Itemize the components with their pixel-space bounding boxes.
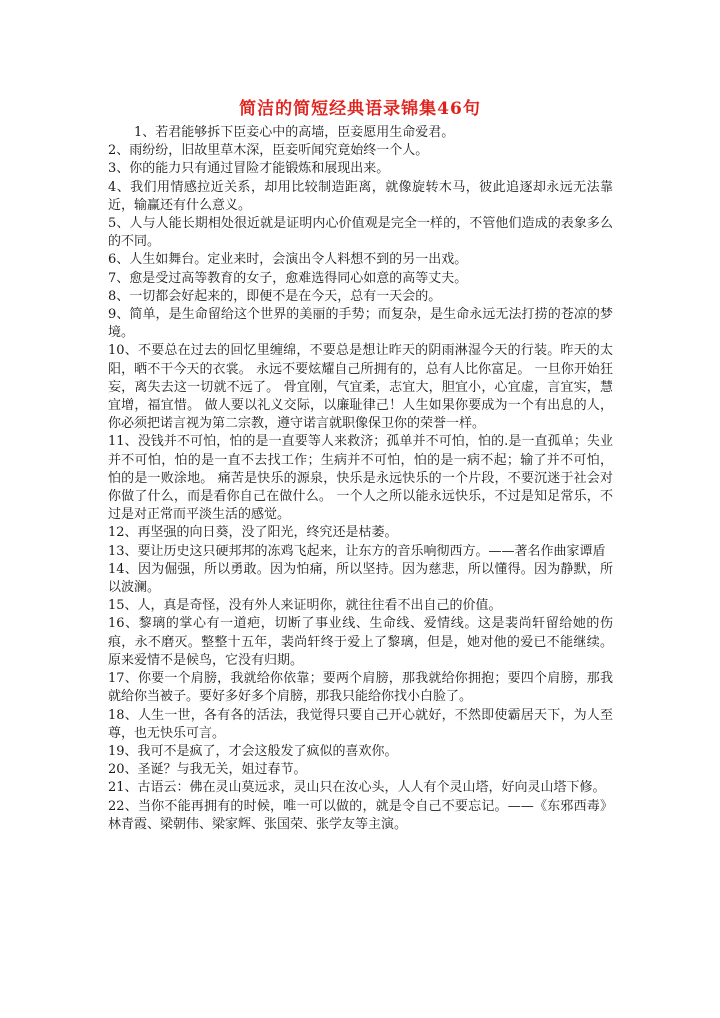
quote-paragraph: 20、圣诞？与我无关，姐过春节。	[108, 762, 307, 778]
quote-paragraph: 8、一切都会好起来的，即便不是在今天，总有一天会的。	[108, 288, 442, 304]
quote-paragraph: 13、要让历史这只硬邦邦的冻鸡飞起来，让东方的音乐响彻西方。——著名作曲家谭盾	[108, 543, 606, 559]
quote-paragraph: 19、我可不是疯了，才会这般发了疯似的喜欢你。	[108, 743, 398, 759]
quote-paragraph: 22、当你不能再拥有的时候，唯一可以做的，就是令自己不要忘记。——《东邪西毒》林青霞、梁朝伟、梁家辉、张国荣、张学友等主演。	[108, 798, 613, 832]
document-title: 简洁的简短经典语录锦集46句	[239, 99, 481, 119]
quote-paragraph: 4、我们用情感拉近关系，却用比较制造距离，就像旋转木马，彼此追逐却永远无法靠近，输赢还有什么意义。	[108, 179, 613, 213]
quote-paragraph: 15、人，真是奇怪，没有外人来证明你，就往往看不出自己的价值。	[108, 598, 502, 614]
quote-paragraph: 9、简单，是生命留给这个世界的美丽的手势；而复杂，是生命永远无法打捞的苍凉的梦境。	[108, 307, 613, 341]
quote-paragraph: 18、人生一世，各有各的活法，我觉得只要自己开心就好，不然即使霸居天下，为人至尊，也无快乐可言。	[108, 707, 613, 741]
quote-paragraph: 3、你的能力只有通过冒险才能锻炼和展现出来。	[108, 161, 390, 177]
quote-paragraph: 5、人与人能长期相处很近就是证明内心价值观是完全一样的，不管他们造成的表象多么的不同。	[108, 216, 613, 250]
document-body	[108, 124, 613, 834]
quote-paragraph: 7、愈是受过高等教育的女子，愈难选得同心如意的高等丈夫。	[108, 270, 468, 286]
quote-paragraph: 10、不要总在过去的回忆里缠绵，不要总是想让昨天的阴雨淋湿今天的行装。昨天的太阳，晒不干今天的衣裳。 永远不要炫耀自己所拥有的，总有人比你富足。 一旦你开始狂妄，离失去这一切就不远了。 骨宜刚，气宜柔，志宜大，胆宜小，心宜虚，言宜实，慧宜增，福宜惜。 做人要以礼义交际，以廉耻律己！人生如果你要成为一个有出息的人，你必须把诺言视为第二宗教，遵守诺言就职像保卫你的荣誉一样。	[108, 343, 613, 432]
quote-paragraph: 12、再坚强的向日葵，没了阳光，终究还是枯萎。	[108, 525, 398, 541]
quote-paragraph: 14、因为倔强，所以勇敢。因为怕痛，所以坚持。因为慈悲，所以懂得。因为静默，所以波澜。	[108, 561, 613, 596]
quote-paragraph: 16、黎璃的掌心有一道疤，切断了事业线、生命线、爱情线。这是裴尚轩留给她的伤痕，永不磨灭。整整十五年，裴尚轩终于爱上了黎璃，但是，她对他的爱已不能继续。原来爱情不是候鸟，它没有归期。	[108, 616, 613, 668]
quote-paragraph: 1、若君能够拆下臣妾心中的高墙，臣妾愿用生命爱君。	[134, 125, 455, 140]
quote-paragraph: 6、人生如舞台。定业来时，会演出令人料想不到的另一出戏。	[108, 252, 468, 268]
quote-paragraph: 17、你要一个肩膀，我就给你依靠；要两个肩膀，那我就给你拥抱；要四个肩膀，那我就给你当被子。要好多好多个肩膀，那我只能给你找小白脸了。	[108, 671, 613, 705]
quote-paragraph: 2、雨纷纷，旧故里草木深，臣妾听闻究竟始终一个人。	[108, 143, 429, 159]
quote-paragraph: 21、古语云：佛在灵山莫远求，灵山只在汝心头，人人有个灵山塔，好向灵山塔下修。	[108, 780, 606, 796]
quote-paragraph: 11、没钱并不可怕，怕的是一直要等人来救济；孤单并不可怕，怕的.是一直孤单；失业并不可怕，怕的是一直不去找工作；生病并不可怕，怕的是一病不起；输了并不可怕，怕的是一败涂地。 痛苦是快乐的源泉，快乐是永远快乐的一个片段，不要沉迷于社会对你做了什么，而是看你自己在做什么。 一个人之所以能永远快乐，不过是知足常乐，不过是对正常而平淡生活的感觉。	[108, 434, 613, 523]
